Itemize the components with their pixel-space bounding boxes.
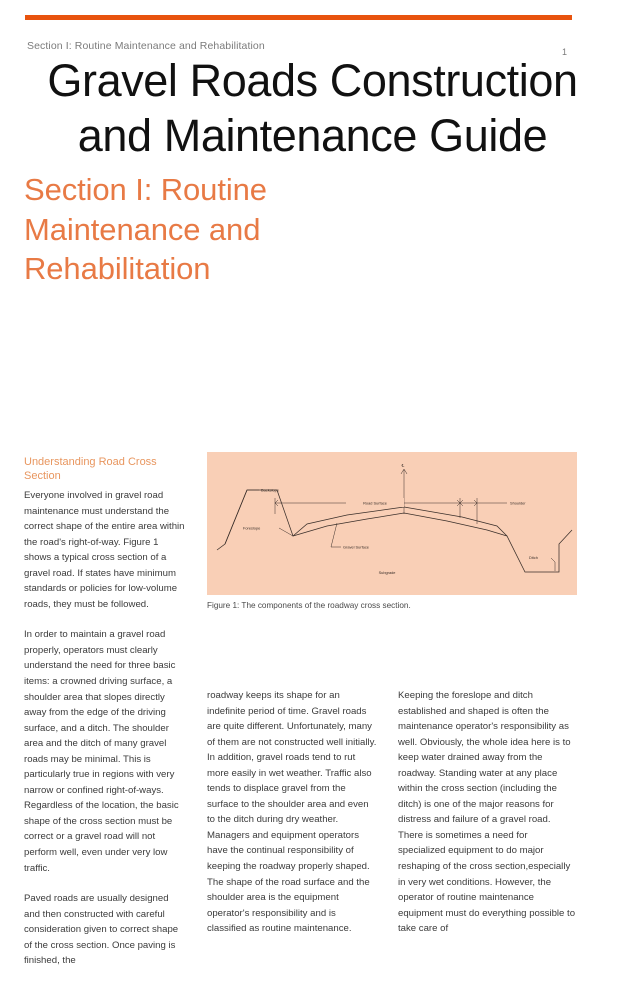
figure-label-road-surface: Road Surface: [363, 500, 387, 506]
running-header: Section I: Routine Maintenance and Rehabilitation: [27, 40, 265, 52]
paragraph: Keeping the foreslope and ditch established and shaped is often the maintenance operator's responsibility as well. Obviously, the whole idea here is to keep water drained away from the roadway. Standing water at any place within the cross section (including the ditch) is one of the major reasons for distress and failure of a gravel road. There is sometimes a need for specialized equipment to do major reshaping of the cross section,especially in very wet conditions. However, the operator of routine maintenance equipment must do everything possible to take care of: [398, 690, 576, 935]
paragraph: In order to maintain a gravel road properly, operators must clearly understand the need for three basic items: a crowned driving surface, a shoulder area that slopes directly away from the edge of the driving surface, and a ditch. The shoulder area and the ditch of many gravel roads may be minimal. This is particularly true in regions with very narrow or confined right-of-ways. Regardless of the location, the basic shape of the cross section must be correct or a gravel road will not perform well, even under very low traffic.: [24, 629, 179, 874]
body-column-middle: [207, 688, 377, 937]
figure-cross-section: [207, 452, 577, 595]
paragraph: Paved roads are usually designed and then constructed with careful consideration given to correct shape of the cross section. Once paving is finished, the: [24, 893, 179, 967]
document-title: Gravel Roads Construction and Maintenance Guide: [47, 55, 578, 161]
figure-label-foreslope: Foreslope: [243, 525, 261, 531]
figure-label-ditch: Ditch: [529, 555, 538, 560]
figure-label-shoulder: Shoulder: [510, 500, 526, 506]
figure-label-backslope: Backslope: [261, 487, 279, 493]
section-title: Section I: Routine Maintenance and Rehabilitation: [24, 172, 267, 287]
paragraph: roadway keeps its shape for an indefinite period of time. Gravel roads are quite different. Unfortunately, many of them are not constructed well initially. In addition, gravel roads tend to rut more easily in wet weather. Traffic also tends to displace gravel from the surface to the shoulder area and even to the ditch during dry weather. Managers and equipment operators have the continual responsibility of keeping the roadway properly shaped. The shape of the road surface and the shoulder area is the equipment operator's responsibility and is classified as routine maintenance.: [207, 690, 377, 935]
page-number: 1: [561, 47, 567, 57]
figure-label-subgrade: Subgrade: [378, 570, 396, 575]
paragraph: Everyone involved in gravel road maintenance must understand the correct shape of the entire area within the road's right-of-way. Figure 1 shows a typical cross section of a gravel road. If states have minimum standards or policies for low-volume roads, they must be followed.: [24, 490, 185, 610]
figure-caption: Figure 1: The components of the roadway cross section.: [207, 601, 411, 610]
body-column-right: [398, 688, 576, 937]
body-column-left: [24, 488, 186, 969]
accent-rule: [25, 15, 572, 20]
subsection-heading: Understanding Road Cross Section: [24, 456, 157, 482]
figure-label-centerline: ℄: [401, 463, 405, 468]
figure-label-gravel-surface: Gravel Surface: [343, 544, 369, 550]
